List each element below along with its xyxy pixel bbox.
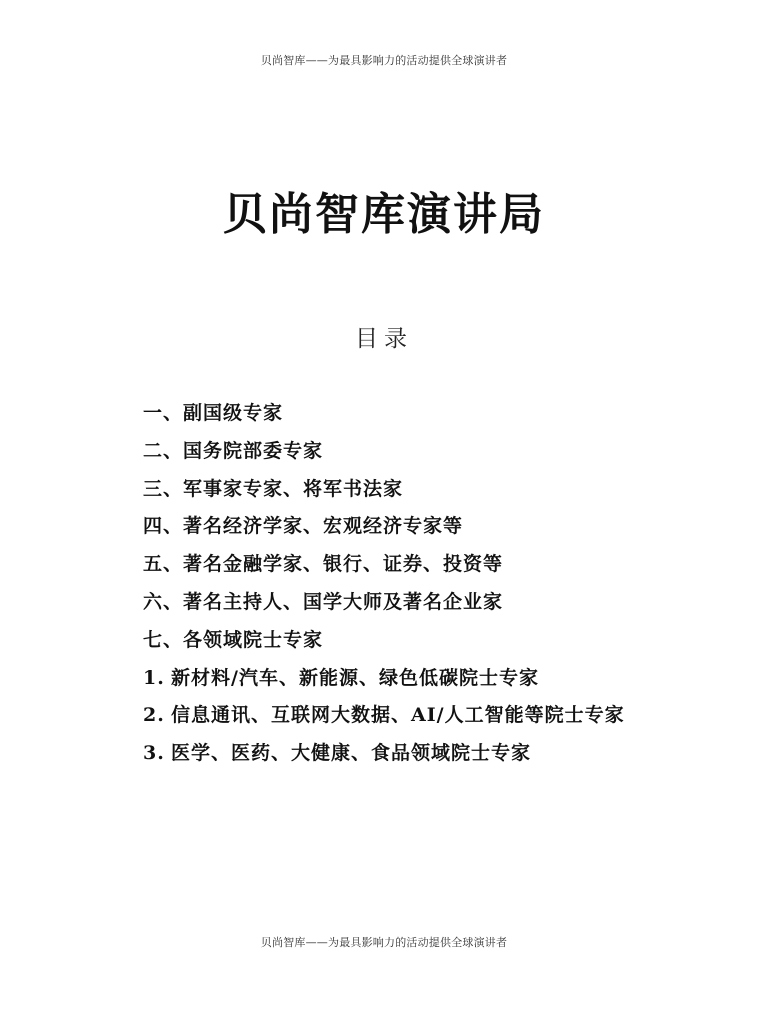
toc-item-1: 一、副国级专家 — [143, 402, 284, 424]
document-title: 贝尚智库演讲局 — [223, 189, 545, 240]
toc-subitem-3 — [143, 735, 663, 773]
toc-subitem-text: 医学、医药、大健康、食品领域院士专家 — [171, 742, 532, 765]
toc-heading: 目录 — [355, 326, 413, 352]
toc-item-3: 三、军事家专家、将军书法家 — [143, 477, 404, 500]
toc-subitem-number: 2. — [143, 704, 165, 727]
toc-subitem-number: 3. — [143, 742, 165, 765]
toc-subitem-number: 1. — [143, 666, 165, 689]
page-footer: 贝尚智库——为最具影响力的活动提供全球演讲者 — [260, 936, 508, 949]
toc-item-7: 七、各领域院士专家 — [143, 628, 324, 651]
page-header: 贝尚智库——为最具影响力的活动提供全球演讲者 — [260, 54, 508, 67]
toc-subitem-1 — [143, 660, 663, 698]
toc-subitem-text: 新材料/汽车、新能源、绿色低碳院士专家 — [171, 666, 539, 689]
toc-item-6: 六、著名主持人、国学大师及著名企业家 — [143, 590, 504, 613]
table-of-contents — [143, 395, 663, 773]
toc-subitem-text: 信息通讯、互联网大数据、AI/人工智能等院士专家 — [171, 704, 625, 727]
toc-item-2: 二、国务院部委专家 — [143, 439, 324, 462]
toc-subitem-2 — [143, 697, 663, 735]
toc-item-4: 四、著名经济学家、宏观经济专家等 — [143, 515, 464, 538]
toc-item-5: 五、著名金融学家、银行、证券、投资等 — [143, 553, 504, 576]
